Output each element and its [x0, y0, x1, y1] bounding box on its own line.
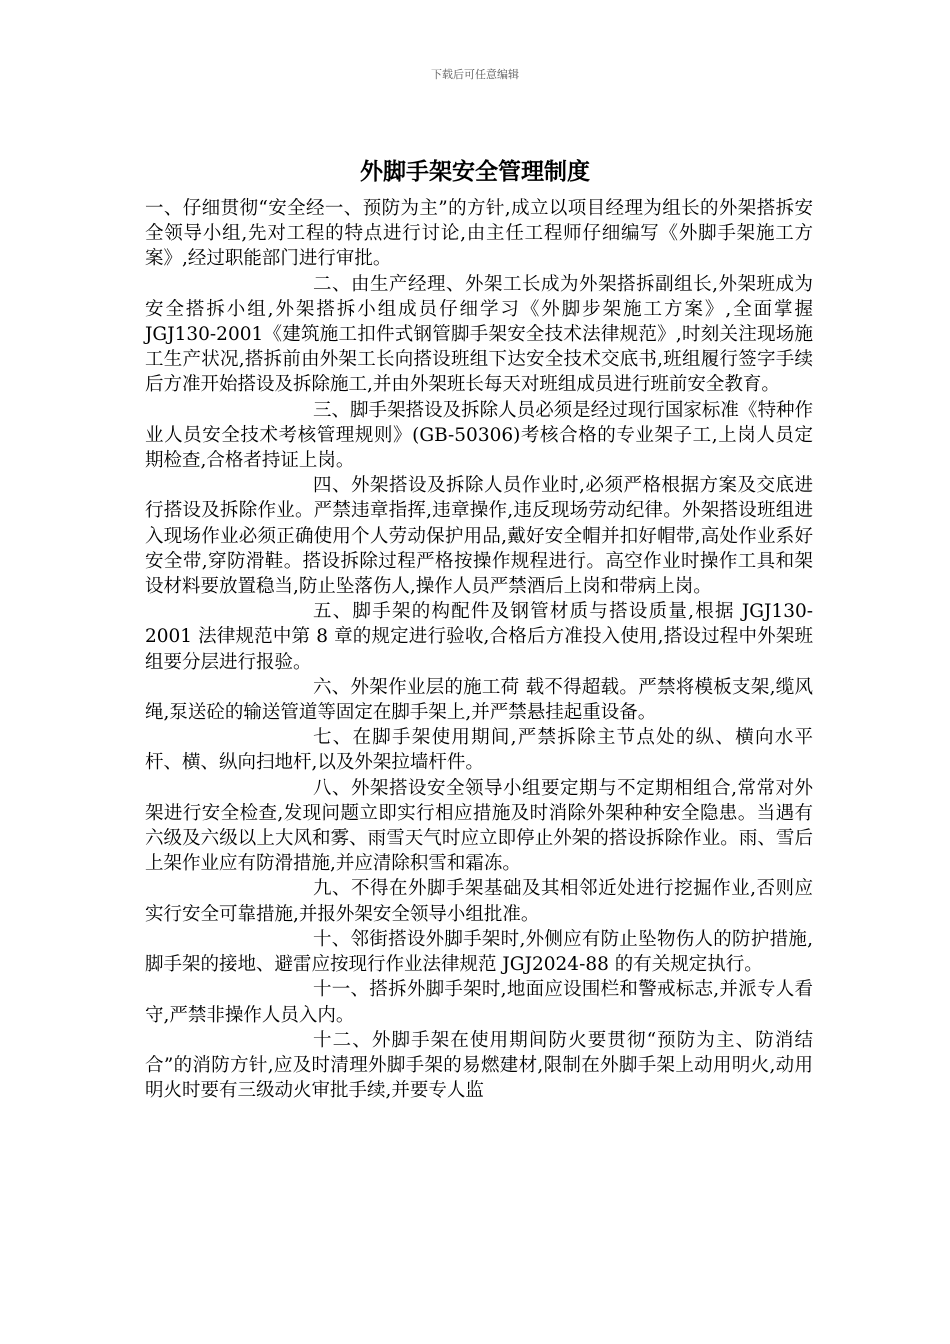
page-header: 下载后可任意编辑: [431, 68, 519, 81]
paragraph-5: 五、脚手架的构配件及钢管材质与搭设质量,根据 JGJ130-2001 法律规范中第 8 章的规定进行验收,合格后方准投入使用,搭设过程中外架班组要分层进行报验。: [145, 601, 813, 673]
paragraph-2: 二、由生产经理、外架工长成为外架搭拆副组长,外架班成为安全搭拆小组,外架搭拆小组成员仔细学习《外脚步架施工方案》,全面掌握 JGJ130-2001《建筑施工扣件式钢管脚手架安全技术法律规范》,时刻关注现场施工生产状况,搭拆前由外架工长向搭设班组下达安全技术交底书,班组履行签字手续后方准开始搭设及拆除施工,并由外架班长每天对班组成员进行班前安全教育。: [145, 273, 813, 396]
paragraph-11: 十一、搭拆外脚手架时,地面应设围栏和警戒标志,并派专人看守,严禁非操作人员入内。: [145, 979, 813, 1026]
paragraph-4: 四、外架搭设及拆除人员作业时,必须严格根据方案及交底进行搭设及拆除作业。严禁违章指挥,违章操作,违反现场劳动纪律。外架搭设班组进入现场作业必须正确使用个人劳动保护用品,戴好安全帽并扣好帽带,高处作业系好安全带,穿防滑鞋。搭设拆除过程严格按操作规程进行。高空作业时操作工具和架设材料要放置稳当,防止坠落伤人,操作人员严禁酒后上岗和带病上岗。: [145, 475, 813, 598]
document-body: [145, 196, 813, 1103]
paragraph-9: 九、不得在外脚手架基础及其相邻近处进行挖掘作业,否则应实行安全可靠措施,并报外架安全领导小组批准。: [145, 878, 813, 925]
paragraph-8: 八、外架搭设安全领导小组要定期与不定期相组合,常常对外架进行安全检查,发现问题立即实行相应措施及时消除外架种种安全隐患。当遇有六级及六级以上大风和雾、雨雪天气时应立即停止外架的搭设拆除作业。雨、雪后上架作业应有防滑措施,并应清除积雪和霜冻。: [145, 777, 813, 875]
paragraph-7: 七、在脚手架使用期间,严禁拆除主节点处的纵、横向水平杆、横、纵向扫地杆,以及外架拉墙杆件。: [145, 727, 813, 774]
paragraph-12: 十二、外脚手架在使用期间防火要贯彻“预防为主、防消结合”的消防方针,应及时清理外脚手架的易燃建材,限制在外脚手架上动用明火,动用明火时要有三级动火审批手续,并要专人监: [145, 1029, 813, 1102]
paragraph-1: 一、仔细贯彻“安全经一、预防为主”的方针,成立以项目经理为组长的外架搭拆安全领导小组,先对工程的特点进行讨论,由主任工程师仔细编写《外脚手架施工方案》,经过职能部门进行审批。: [145, 198, 813, 270]
paragraph-3: 三、脚手架搭设及拆除人员必须是经过现行国家标准《特种作业人员安全技术考核管理规则》(GB-50306)考核合格的专业架子工,上岗人员定期检查,合格者持证上岗。: [145, 399, 813, 472]
paragraph-6: 六、外架作业层的施工荷 载不得超载。严禁将模板支架,缆风绳,泵送砼的输送管道等固定在脚手架上,并严禁悬挂起重设备。: [145, 676, 813, 724]
paragraph-10: 十、邻街搭设外脚手架时,外侧应有防止坠物伤人的防护措施,脚手架的接地、避雷应按现行作业法律规范 JGJ2024-88 的有关规定执行。: [145, 928, 813, 976]
document-title: 外脚手架安全管理制度: [360, 159, 590, 185]
